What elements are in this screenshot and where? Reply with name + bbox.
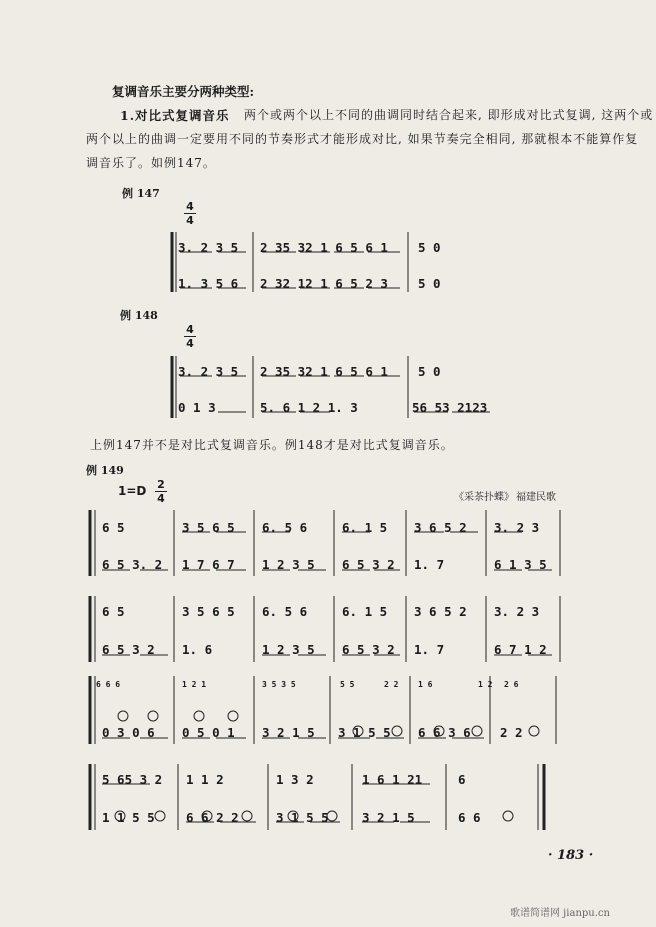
- ex149-s2-lower-m3: 1 2 3 5: [262, 642, 315, 657]
- page-number: · 183 ·: [548, 848, 594, 863]
- ex149-time-top: 2: [157, 478, 165, 491]
- item1-title: 1.对比式复调音乐: [120, 108, 230, 123]
- ex149-s4-upper-m2: 1 1 2: [186, 772, 224, 787]
- ex149-s3-upper-m6: 1 6: [418, 680, 433, 689]
- ex147-bracket: [172, 232, 176, 292]
- ex149-s4-lower-m1: 1 1 5 5: [102, 810, 155, 825]
- ex149-s3-upper-m3: 3 5 3 5: [262, 680, 296, 689]
- ex148-lower-m3: 56 53 2123: [412, 400, 488, 415]
- ex149-s2-lower-m1: 6 5 3 2: [102, 642, 155, 657]
- ex149-s1-lower-m2: 1 7 6 7: [182, 557, 235, 572]
- ex149-s1-upper-m4: 6. 1 5: [342, 520, 388, 535]
- ex149-s4-lower-m2: 6 6 2 2: [186, 810, 239, 825]
- ex147-lower-m1: 1. 3 5 6: [178, 276, 239, 291]
- ex148-label: 例 148: [120, 309, 158, 322]
- ex149-region: 福建民歌: [516, 492, 556, 503]
- ex147-lower-m3: 5 0: [418, 276, 441, 291]
- ex149-s3-upper-m8: 2 6: [504, 680, 519, 689]
- ex149-s4-bracket: [90, 764, 95, 830]
- string-circles: [115, 711, 539, 821]
- ex149-s2-lower-m6: 6 7 1 2: [494, 642, 547, 657]
- ex147-label: 例 147: [122, 187, 160, 200]
- ex149-s3-upper-m2: 1 2 1: [182, 680, 207, 689]
- ex149-s1-upper-m5: 3 6 5 2: [414, 520, 467, 535]
- ex147-upper-m2: 2 35 32 1 6 5 6 1: [260, 240, 388, 255]
- ex149-s2-upper-m6: 3. 2 3: [494, 604, 540, 619]
- ex149-s3-lower-m3: 3 2 1 5: [262, 725, 315, 740]
- ex149-s3-upper-m7: 1 2: [478, 680, 493, 689]
- ex147-time-bottom: 4: [186, 214, 194, 227]
- ex148-time-bottom: 4: [186, 337, 194, 350]
- ex149-s2-lower-m4: 6 5 3 2: [342, 642, 395, 657]
- ex149-underlines: [102, 532, 552, 822]
- ex149-s1-lower-m4: 6 5 3 2: [342, 557, 395, 572]
- ex149-s2-upper-m3: 6. 5 6: [262, 604, 308, 619]
- ex149-s2-bracket: [90, 596, 95, 662]
- ex147-time-top: 4: [186, 200, 194, 213]
- ex149-s3-bracket: [90, 676, 95, 744]
- ex149-label: 例 149: [86, 464, 124, 477]
- ex149-s3-lower-m2: 0 5 0 1: [182, 725, 235, 740]
- ex149-s1-lower-m5: 1. 7: [414, 557, 445, 572]
- ex149-s1-lower-m1: 6 5 3. 2: [102, 557, 163, 572]
- ex149-s2-lower-m5: 1. 7: [414, 642, 445, 657]
- ex149-s1-lower-m6: 6 1 3 5: [494, 557, 547, 572]
- ex149-time-bottom: 4: [157, 492, 165, 505]
- ex148-lower-m2: 5. 6 1 2 1. 3: [260, 400, 358, 415]
- ex149-s3-upper-m4: 5 5: [340, 680, 355, 689]
- ex148-upper-m2: 2 35 32 1 6 5 6 1: [260, 364, 388, 379]
- ex149-s2-upper-m4: 6. 1 5: [342, 604, 388, 619]
- item1-line3: 调音乐了。如例147。: [86, 156, 216, 170]
- ex148-time-top: 4: [186, 323, 194, 336]
- ex149-s1-upper-m3: 6. 5 6: [262, 520, 308, 535]
- watermark: 歌谱简谱网 jianpu.cn: [510, 908, 610, 919]
- ex149-s2-upper-m5: 3 6 5 2: [414, 604, 467, 619]
- ex149-s4-lower-m5: 6 6: [458, 810, 481, 825]
- ex149-s4-lower-m3: 3 1 5 5: [276, 810, 329, 825]
- ex149-s2-upper-m1: 6 5: [102, 604, 125, 619]
- ex149-s1-upper-m2: 3 5 6 5: [182, 520, 235, 535]
- ex149-s1-lower-m3: 1 2 3 5: [262, 557, 315, 572]
- ex149-s3-upper-m5: 2 2: [384, 680, 399, 689]
- ex149-s3-lower-m1: 0 3 0 6: [102, 725, 155, 740]
- ex149-s4-upper-m3: 1 3 2: [276, 772, 314, 787]
- ex147-upper-m1: 3. 2 3 5: [178, 240, 239, 255]
- ex148-lower-m1: 0 1 3: [178, 400, 216, 415]
- ex149-barlines: [174, 510, 560, 830]
- ex149-s1-upper-m1: 6 5: [102, 520, 125, 535]
- ex149-s2-lower-m2: 1. 6: [182, 642, 213, 657]
- ex149-s1-bracket: [90, 510, 95, 576]
- ex149-s4-upper-m4: 1 6 1 21: [362, 772, 423, 787]
- section-heading: 复调音乐主要分两种类型:: [112, 84, 255, 99]
- ex149-s3-lower-m4: 3 1 5 5: [338, 725, 391, 740]
- ex149-s4-upper-m5: 6: [458, 772, 466, 787]
- ex148-upper-m3: 5 0: [418, 364, 441, 379]
- ex149-source: 《采茶扑蝶》: [454, 492, 514, 503]
- ex149-s3-upper-m1: 6 6 6: [96, 680, 121, 689]
- item1-line2: 两个以上的曲调一定要用不同的节奏形式才能形成对比, 如果节奏完全相同, 那就根本不能算作复: [86, 132, 639, 146]
- ex148-underlines: [180, 376, 490, 412]
- ex147-lower-m2: 2 32 12 1 6 5 2 3: [260, 276, 388, 291]
- ex149-s3-lower-m6: 2 2: [500, 725, 523, 740]
- ex149-s2-upper-m2: 3 5 6 5: [182, 604, 235, 619]
- ex147-underlines: [180, 252, 400, 288]
- ex149-s4-lower-m4: 3 2 1 5: [362, 810, 415, 825]
- item1-line1: 两个或两个以上不同的曲调同时结合起来, 即形成对比式复调, 这两个或: [244, 108, 654, 122]
- ex148-bracket: [172, 356, 176, 418]
- ex149-s3-lower-m5: 6 6 3 6: [418, 725, 471, 740]
- ex149-key: 1=D: [118, 484, 147, 498]
- ex148-upper-m1: 3. 2 3 5: [178, 364, 239, 379]
- ex147-upper-m3: 5 0: [418, 240, 441, 255]
- ex149-s4-upper-m1: 5 65 3 2: [102, 772, 163, 787]
- remark-line: 上例147并不是对比式复调音乐。例148才是对比式复调音乐。: [90, 438, 454, 452]
- ex149-s1-upper-m6: 3. 2 3: [494, 520, 540, 535]
